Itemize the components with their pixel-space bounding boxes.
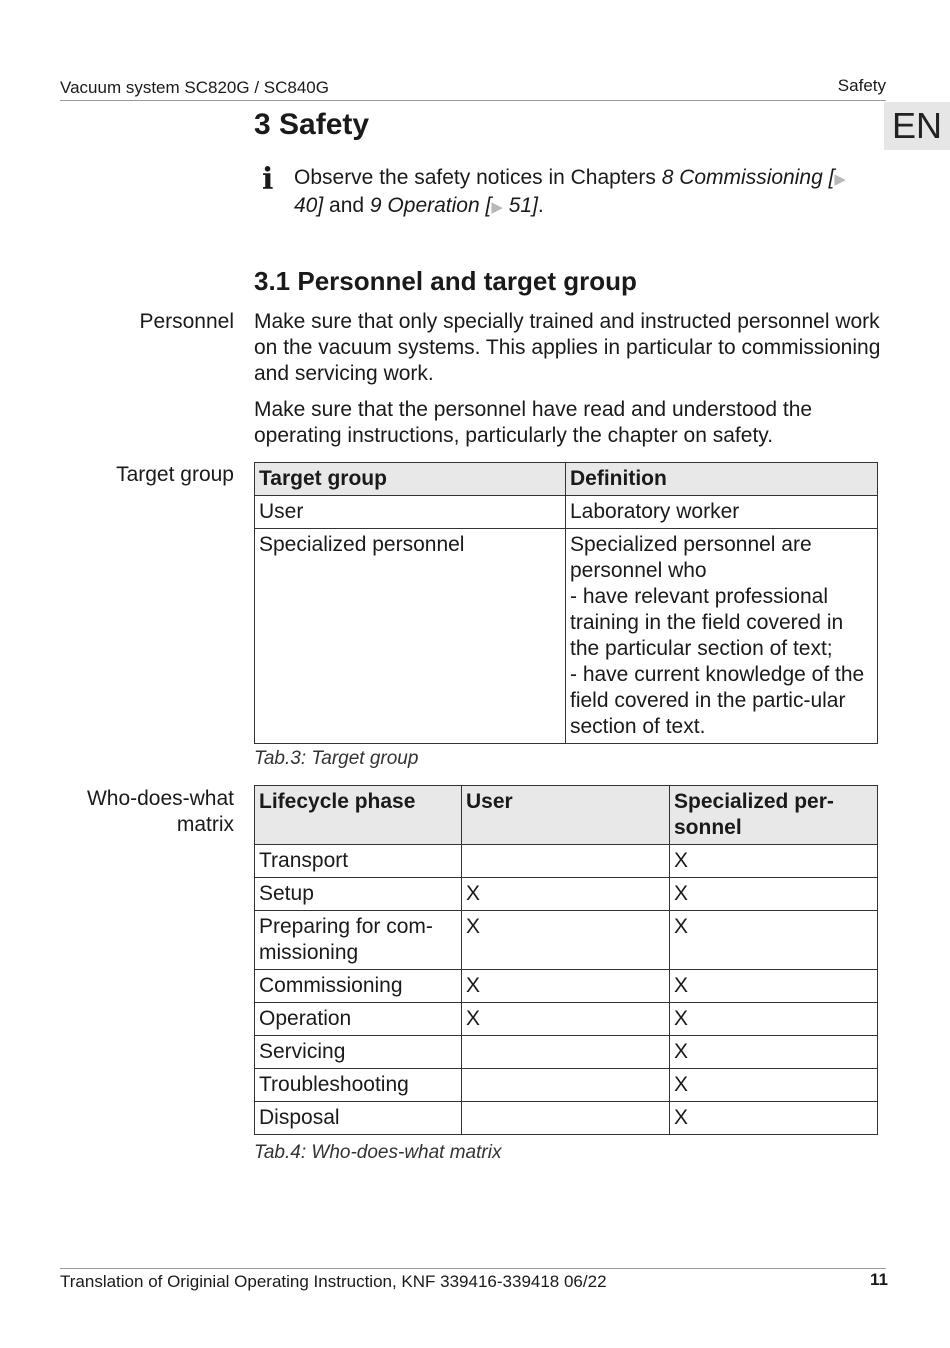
table-cell: Preparing for com-missioning bbox=[255, 911, 462, 970]
page-number: 11 bbox=[870, 1270, 888, 1289]
table-cell: X bbox=[670, 1102, 878, 1135]
chapter-title: 3 Safety bbox=[254, 108, 370, 141]
safety-notice bbox=[294, 165, 874, 221]
table-row bbox=[255, 529, 878, 744]
table-cell: X bbox=[670, 845, 878, 878]
chapter-9-link-page: 51] bbox=[502, 194, 538, 217]
table-cell: X bbox=[670, 970, 878, 1003]
table-cell: Troubleshooting bbox=[255, 1069, 462, 1102]
notice-text-middle: and bbox=[323, 194, 370, 217]
table-cell: Specialized personnel are personnel who - have relevant professional training in the field covered in the particular section of text; - have current knowledge of the field covered in the partic-ular section of text. bbox=[566, 529, 878, 744]
table-cell: Setup bbox=[255, 878, 462, 911]
table-cell: X bbox=[670, 1036, 878, 1069]
table-cell: Commissioning bbox=[255, 970, 462, 1003]
info-icon: i bbox=[262, 162, 274, 197]
personnel-paragraph-1: Make sure that only specially trained and instructed personnel work on the vacuum systems. This applies in particular to commissioning and servicing work. bbox=[254, 310, 881, 385]
notice-text-after: . bbox=[537, 194, 544, 217]
table-cell: X bbox=[670, 1069, 878, 1102]
who-does-what-table bbox=[254, 785, 878, 1135]
column-header: Specialized per-sonnel bbox=[670, 786, 878, 845]
chapter-8-link-page: 40] bbox=[294, 194, 324, 217]
chapter-9-link[interactable] bbox=[370, 194, 538, 217]
personnel-side-label: Personnel bbox=[139, 310, 234, 333]
table-cell: X bbox=[670, 1003, 878, 1036]
column-header: Definition bbox=[566, 463, 878, 496]
notice-text-before: Observe the safety notices in Chapters bbox=[294, 166, 662, 189]
table-caption: Tab.3: Target group bbox=[254, 748, 419, 769]
table-cell: X bbox=[670, 911, 878, 970]
table-cell: X bbox=[462, 878, 670, 911]
section-name: Safety bbox=[837, 76, 886, 95]
table-row bbox=[255, 878, 878, 911]
table-cell: X bbox=[462, 1003, 670, 1036]
section-title: 3.1 Personnel and target group bbox=[254, 266, 637, 296]
table-cell bbox=[462, 1102, 670, 1135]
page-ref-arrow-icon: ▶ bbox=[834, 171, 846, 188]
table-row bbox=[255, 1036, 878, 1069]
chapter-8-link-label: 8 Commissioning [ bbox=[661, 166, 835, 189]
matrix-side-label: Who-does-what matrix bbox=[86, 787, 234, 836]
table-cell: X bbox=[462, 911, 670, 970]
target-group-table bbox=[254, 462, 878, 744]
table-row bbox=[255, 496, 878, 529]
chapter-9-link-label: 9 Operation [ bbox=[369, 194, 492, 217]
table-cell: Servicing bbox=[255, 1036, 462, 1069]
document-title: Vacuum system SC820G / SC840G bbox=[60, 78, 329, 97]
footer-text: Translation of Originial Operating Instruction, KNF 339416-339418 06/22 bbox=[60, 1272, 607, 1291]
table-cell: Transport bbox=[255, 845, 462, 878]
table-cell: Laboratory worker bbox=[566, 496, 878, 529]
table-cell: User bbox=[255, 496, 566, 529]
table-cell: Disposal bbox=[255, 1102, 462, 1135]
column-header: User bbox=[462, 786, 670, 845]
table-caption: Tab.4: Who-does-what matrix bbox=[254, 1142, 502, 1163]
language-tab: EN bbox=[884, 102, 950, 150]
table-row bbox=[255, 1003, 878, 1036]
table-header-row bbox=[255, 786, 878, 845]
table-row bbox=[255, 970, 878, 1003]
personnel-paragraph-2: Make sure that the personnel have read and understood the operating instructions, particularly the chapter on safety. bbox=[254, 398, 813, 447]
table-cell bbox=[462, 845, 670, 878]
table-cell: X bbox=[462, 970, 670, 1003]
table-cell bbox=[462, 1069, 670, 1102]
table-cell: Operation bbox=[255, 1003, 462, 1036]
table-row bbox=[255, 1069, 878, 1102]
column-header: Lifecycle phase bbox=[255, 786, 462, 845]
column-header: Target group bbox=[255, 463, 566, 496]
table-row bbox=[255, 1102, 878, 1135]
table-cell bbox=[462, 1036, 670, 1069]
page-ref-arrow-icon: ▶ bbox=[491, 199, 503, 216]
header-divider bbox=[60, 100, 886, 101]
footer-divider bbox=[60, 1268, 886, 1269]
table-row bbox=[255, 845, 878, 878]
table-cell: X bbox=[670, 878, 878, 911]
target-group-side-label: Target group bbox=[116, 463, 234, 486]
table-row bbox=[255, 911, 878, 970]
table-cell: Specialized personnel bbox=[255, 529, 566, 744]
table-header-row bbox=[255, 463, 878, 496]
